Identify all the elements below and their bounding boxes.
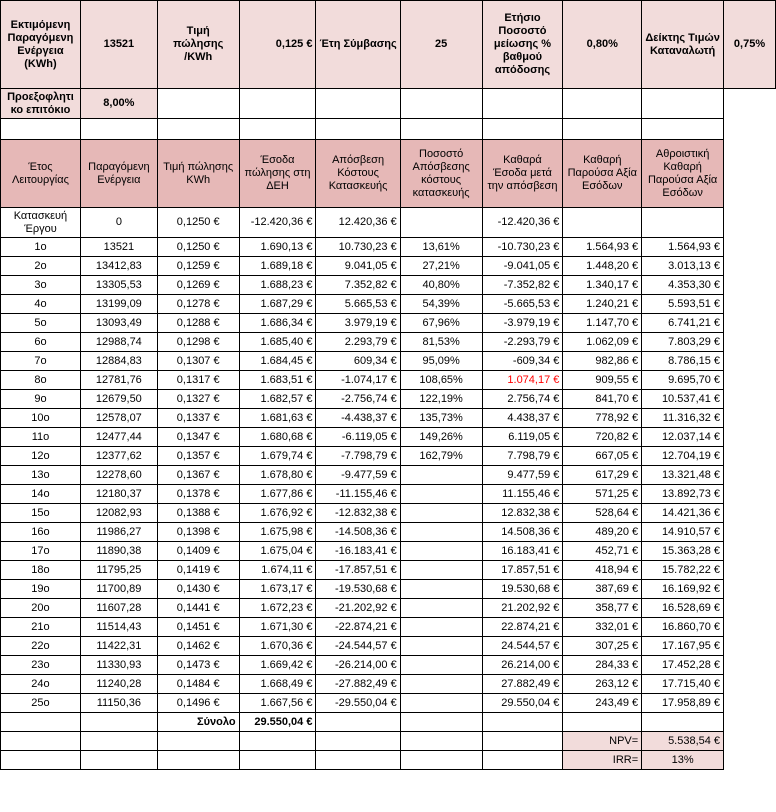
cell-energy[interactable]: 11700,89 <box>80 580 157 599</box>
cell-depreciation[interactable]: -12.832,38 € <box>316 504 400 523</box>
cell-net-income[interactable]: 27.882,49 € <box>482 675 563 694</box>
cell-year[interactable]: 7ο <box>1 352 81 371</box>
cell-depreciation-percent[interactable] <box>400 694 482 713</box>
cell-depreciation[interactable]: -22.874,21 € <box>316 618 400 637</box>
cell-year[interactable]: 12ο <box>1 447 81 466</box>
cell-depreciation[interactable]: -19.530,68 € <box>316 580 400 599</box>
cell-npv[interactable]: 1.147,70 € <box>563 314 642 333</box>
cell-energy[interactable]: 13412,83 <box>80 257 157 276</box>
cell-cumulative-npv[interactable]: 13.321,48 € <box>642 466 724 485</box>
cell-npv[interactable]: 909,55 € <box>563 371 642 390</box>
cell-year[interactable]: 11ο <box>1 428 81 447</box>
cell-net-income[interactable]: 9.477,59 € <box>482 466 563 485</box>
cell-net-income[interactable]: -609,34 € <box>482 352 563 371</box>
cell-cumulative-npv[interactable]: 12.037,14 € <box>642 428 724 447</box>
cell-year[interactable]: 24ο <box>1 675 81 694</box>
cell-energy[interactable]: 12082,93 <box>80 504 157 523</box>
cell-revenue[interactable]: 1.681,63 € <box>239 409 316 428</box>
cell-depreciation[interactable]: -2.756,74 € <box>316 390 400 409</box>
cell-year[interactable]: 17ο <box>1 542 81 561</box>
cell-revenue[interactable]: 1.688,23 € <box>239 276 316 295</box>
cell-depreciation-percent[interactable]: 108,65% <box>400 371 482 390</box>
table-row <box>1 523 776 542</box>
cell-npv[interactable]: 1.240,21 € <box>563 295 642 314</box>
cell-npv[interactable]: 982,86 € <box>563 352 642 371</box>
cell-energy[interactable]: 11795,25 <box>80 561 157 580</box>
cell-year[interactable]: 2ο <box>1 257 81 276</box>
table-row <box>1 485 776 504</box>
cell-revenue[interactable]: 1.673,17 € <box>239 580 316 599</box>
cell-depreciation[interactable]: 7.352,82 € <box>316 276 400 295</box>
cell-price[interactable]: 0,1398 € <box>157 523 239 542</box>
cell-energy[interactable]: 13521 <box>80 238 157 257</box>
cell-depreciation[interactable]: -7.798,79 € <box>316 447 400 466</box>
cell-cumulative-npv[interactable]: 17.167,95 € <box>642 637 724 656</box>
cell-price[interactable]: 0,1298 € <box>157 333 239 352</box>
cell-cumulative-npv[interactable]: 17.715,40 € <box>642 675 724 694</box>
cell-npv[interactable]: 841,70 € <box>563 390 642 409</box>
cell-depreciation[interactable]: 5.665,53 € <box>316 295 400 314</box>
cell-depreciation-percent[interactable]: 67,96% <box>400 314 482 333</box>
cell-npv[interactable]: 489,20 € <box>563 523 642 542</box>
cell-energy[interactable]: 13093,49 <box>80 314 157 333</box>
cell-revenue[interactable]: 1.679,74 € <box>239 447 316 466</box>
cell-net-income[interactable]: -2.293,79 € <box>482 333 563 352</box>
cell-year[interactable]: Κατασκευή Έργου <box>1 208 81 238</box>
cell-year[interactable]: 14ο <box>1 485 81 504</box>
cell-energy[interactable]: 11890,38 <box>80 542 157 561</box>
table-row <box>1 371 776 390</box>
cell-depreciation-percent[interactable] <box>400 466 482 485</box>
cell-cumulative-npv[interactable]: 14.910,57 € <box>642 523 724 542</box>
cell-depreciation[interactable]: -14.508,36 € <box>316 523 400 542</box>
cell-cumulative-npv[interactable]: 8.786,15 € <box>642 352 724 371</box>
table-row <box>1 257 776 276</box>
cell-depreciation-percent[interactable] <box>400 485 482 504</box>
cell-price[interactable]: 0,1250 € <box>157 238 239 257</box>
cell-year[interactable]: 10ο <box>1 409 81 428</box>
cell-depreciation-percent[interactable] <box>400 504 482 523</box>
cell-npv[interactable]: 1.340,17 € <box>563 276 642 295</box>
cell-npv[interactable]: 528,64 € <box>563 504 642 523</box>
cell-cumulative-npv[interactable]: 6.741,21 € <box>642 314 724 333</box>
cell-depreciation-percent[interactable]: 54,39% <box>400 295 482 314</box>
cell-cumulative-npv[interactable] <box>642 208 724 238</box>
cell-cumulative-npv[interactable]: 16.528,69 € <box>642 599 724 618</box>
cell-energy[interactable]: 11514,43 <box>80 618 157 637</box>
price-value[interactable]: 0,125 € <box>239 1 316 89</box>
header-npv: Καθαρή Παρούσα Αξία Εσόδων <box>563 140 642 208</box>
cell-price[interactable]: 0,1307 € <box>157 352 239 371</box>
cell-year[interactable]: 3ο <box>1 276 81 295</box>
cell-net-income[interactable]: -10.730,23 € <box>482 238 563 257</box>
header-year: Έτος Λειτουργίας <box>1 140 81 208</box>
cell-energy[interactable]: 12477,44 <box>80 428 157 447</box>
parameters-row <box>1 1 776 89</box>
cell-year[interactable]: 15ο <box>1 504 81 523</box>
cell-net-income[interactable]: 16.183,41 € <box>482 542 563 561</box>
energy-label: Εκτιμόμενη Παραγόμενη Ενέργεια (KWh) <box>1 1 81 89</box>
cell-depreciation-percent[interactable]: 81,53% <box>400 333 482 352</box>
price-label: Τιμή πώλησης /KWh <box>157 1 239 89</box>
cell-net-income[interactable]: -5.665,53 € <box>482 295 563 314</box>
cell-revenue[interactable]: 1.675,04 € <box>239 542 316 561</box>
cell-price[interactable]: 0,1388 € <box>157 504 239 523</box>
blank-row <box>1 119 776 140</box>
table-row <box>1 208 776 238</box>
discount-row <box>1 89 776 119</box>
cell-depreciation-percent[interactable] <box>400 637 482 656</box>
cell-price[interactable]: 0,1269 € <box>157 276 239 295</box>
cell-energy[interactable]: 12278,60 <box>80 466 157 485</box>
cell-year[interactable]: 25ο <box>1 694 81 713</box>
total-row <box>1 713 776 732</box>
cell-cumulative-npv[interactable]: 11.316,32 € <box>642 409 724 428</box>
table-row <box>1 295 776 314</box>
cell-npv[interactable]: 778,92 € <box>563 409 642 428</box>
cell-price[interactable]: 0,1409 € <box>157 542 239 561</box>
cell-npv[interactable]: 358,77 € <box>563 599 642 618</box>
cell-cumulative-npv[interactable]: 1.564,93 € <box>642 238 724 257</box>
cell-depreciation[interactable]: 3.979,19 € <box>316 314 400 333</box>
cell-depreciation-percent[interactable] <box>400 580 482 599</box>
cell-year[interactable]: 19ο <box>1 580 81 599</box>
header-depreciation: Απόσβεση Κόστους Κατασκευής <box>316 140 400 208</box>
cell-energy[interactable]: 11422,31 <box>80 637 157 656</box>
cell-npv[interactable]: 332,01 € <box>563 618 642 637</box>
cell-depreciation[interactable]: -29.550,04 € <box>316 694 400 713</box>
npv-label[interactable]: NPV= <box>563 732 642 751</box>
irr-value[interactable]: 13% <box>642 751 724 770</box>
cell-npv[interactable]: 284,33 € <box>563 656 642 675</box>
cell-revenue[interactable]: 1.678,80 € <box>239 466 316 485</box>
cell-price[interactable]: 0,1419 € <box>157 561 239 580</box>
cell-net-income[interactable]: 24.544,57 € <box>482 637 563 656</box>
cell-energy[interactable]: 12988,74 <box>80 333 157 352</box>
cell-energy[interactable]: 12180,37 <box>80 485 157 504</box>
cell-revenue[interactable]: 1.685,40 € <box>239 333 316 352</box>
cell-revenue[interactable]: 1.684,45 € <box>239 352 316 371</box>
cell-energy[interactable]: 13305,53 <box>80 276 157 295</box>
cell-energy[interactable]: 11150,36 <box>80 694 157 713</box>
cell-revenue[interactable]: 1.683,51 € <box>239 371 316 390</box>
contract-label: Έτη Σύμβασης <box>316 1 400 89</box>
table-row <box>1 637 776 656</box>
cell-depreciation-percent[interactable] <box>400 523 482 542</box>
cell-revenue[interactable]: 1.671,30 € <box>239 618 316 637</box>
cell-year[interactable]: 13ο <box>1 466 81 485</box>
cell-revenue[interactable]: 1.676,92 € <box>239 504 316 523</box>
cell-year[interactable]: 21ο <box>1 618 81 637</box>
cell-net-income[interactable]: -3.979,19 € <box>482 314 563 333</box>
cell-cumulative-npv[interactable]: 10.537,41 € <box>642 390 724 409</box>
cell-net-income[interactable]: 19.530,68 € <box>482 580 563 599</box>
cell-year[interactable]: 20ο <box>1 599 81 618</box>
cell-npv[interactable]: 1.564,93 € <box>563 238 642 257</box>
cell-npv[interactable]: 243,49 € <box>563 694 642 713</box>
cell-net-income[interactable]: 17.857,51 € <box>482 561 563 580</box>
cell-depreciation-percent[interactable]: 13,61% <box>400 238 482 257</box>
header-energy: Παραγόμενη Ενέργεια <box>80 140 157 208</box>
cell-price[interactable]: 0,1441 € <box>157 599 239 618</box>
cell-cumulative-npv[interactable]: 13.892,73 € <box>642 485 724 504</box>
cell-price[interactable]: 0,1278 € <box>157 295 239 314</box>
header-depreciation-percent: Ποσοστό Απόσβεσης κόστους κατασκευής <box>400 140 482 208</box>
cell-cumulative-npv[interactable]: 17.958,89 € <box>642 694 724 713</box>
cell-depreciation-percent[interactable]: 95,09% <box>400 352 482 371</box>
cell-energy[interactable]: 12781,76 <box>80 371 157 390</box>
cell-year[interactable]: 5ο <box>1 314 81 333</box>
cell-depreciation[interactable]: -1.074,17 € <box>316 371 400 390</box>
cell-net-income[interactable]: -9.041,05 € <box>482 257 563 276</box>
table-row <box>1 333 776 352</box>
cell-revenue[interactable]: 1.690,13 € <box>239 238 316 257</box>
cell-net-income[interactable]: 7.798,79 € <box>482 447 563 466</box>
cell-npv[interactable]: 1.062,09 € <box>563 333 642 352</box>
cell-net-income[interactable]: -12.420,36 € <box>482 208 563 238</box>
cell-net-income[interactable]: 22.874,21 € <box>482 618 563 637</box>
cell-depreciation[interactable]: -17.857,51 € <box>316 561 400 580</box>
cell-depreciation-percent[interactable]: 27,21% <box>400 257 482 276</box>
cell-energy[interactable]: 11240,28 <box>80 675 157 694</box>
cell-net-income[interactable]: 14.508,36 € <box>482 523 563 542</box>
cell-depreciation[interactable]: -16.183,41 € <box>316 542 400 561</box>
cell-cumulative-npv[interactable]: 7.803,29 € <box>642 333 724 352</box>
cell-energy[interactable]: 11330,93 <box>80 656 157 675</box>
table-row <box>1 447 776 466</box>
cell-price[interactable]: 0,1288 € <box>157 314 239 333</box>
cell-price[interactable]: 0,1327 € <box>157 390 239 409</box>
cell-npv[interactable]: 263,12 € <box>563 675 642 694</box>
cell-revenue[interactable]: 1.680,68 € <box>239 428 316 447</box>
table-row <box>1 352 776 371</box>
cell-price[interactable]: 0,1451 € <box>157 618 239 637</box>
cell-npv[interactable]: 387,69 € <box>563 580 642 599</box>
cell-energy[interactable]: 11986,27 <box>80 523 157 542</box>
cell-net-income[interactable]: 1.074,17 € <box>482 371 563 390</box>
cell-energy[interactable]: 12884,83 <box>80 352 157 371</box>
cell-year[interactable]: 6ο <box>1 333 81 352</box>
cell-price[interactable]: 0,1378 € <box>157 485 239 504</box>
cell-depreciation[interactable]: 9.041,05 € <box>316 257 400 276</box>
table-row <box>1 618 776 637</box>
total-value[interactable]: 29.550,04 € <box>239 713 316 732</box>
cell-year[interactable]: 22ο <box>1 637 81 656</box>
cell-depreciation[interactable]: -11.155,46 € <box>316 485 400 504</box>
table-row <box>1 466 776 485</box>
contract-value[interactable]: 25 <box>400 1 482 89</box>
cell-npv[interactable]: 571,25 € <box>563 485 642 504</box>
cell-depreciation-percent[interactable] <box>400 561 482 580</box>
cell-revenue[interactable]: 1.668,49 € <box>239 675 316 694</box>
table-row <box>1 390 776 409</box>
cell-price[interactable]: 0,1357 € <box>157 447 239 466</box>
cell-net-income[interactable]: 6.119,05 € <box>482 428 563 447</box>
cell-cumulative-npv[interactable]: 9.695,70 € <box>642 371 724 390</box>
header-revenue: Έσοδα πώλησης στη ΔΕΗ <box>239 140 316 208</box>
cell-npv[interactable]: 720,82 € <box>563 428 642 447</box>
cell-depreciation-percent[interactable]: 162,79% <box>400 447 482 466</box>
cell-cumulative-npv[interactable]: 12.704,19 € <box>642 447 724 466</box>
cell-price[interactable]: 0,1317 € <box>157 371 239 390</box>
cell-revenue[interactable]: 1.670,36 € <box>239 637 316 656</box>
cell-revenue[interactable]: 1.675,98 € <box>239 523 316 542</box>
cell-price[interactable]: 0,1250 € <box>157 208 239 238</box>
table-row <box>1 314 776 333</box>
discount-label: Προεξοφλητι κο επιτόκιο <box>1 89 81 119</box>
cell-net-income[interactable]: 4.438,37 € <box>482 409 563 428</box>
table-row <box>1 409 776 428</box>
table-row <box>1 428 776 447</box>
table-row <box>1 561 776 580</box>
cell-year[interactable]: 9ο <box>1 390 81 409</box>
cell-year[interactable]: 23ο <box>1 656 81 675</box>
irr-row <box>1 751 776 770</box>
cell-price[interactable]: 0,1259 € <box>157 257 239 276</box>
energy-value[interactable]: 13521 <box>80 1 157 89</box>
cell-net-income[interactable]: 2.756,74 € <box>482 390 563 409</box>
table-row <box>1 276 776 295</box>
cell-revenue[interactable]: 1.677,86 € <box>239 485 316 504</box>
discount-value[interactable]: 8,00% <box>80 89 157 119</box>
cell-year[interactable]: 4ο <box>1 295 81 314</box>
header-cumulative-npv: Αθροιστική Καθαρή Παρούσα Αξία Εσόδων <box>642 140 724 208</box>
cell-depreciation-percent[interactable] <box>400 208 482 238</box>
cell-net-income[interactable]: 21.202,92 € <box>482 599 563 618</box>
cell-cumulative-npv[interactable]: 15.363,28 € <box>642 542 724 561</box>
cpi-label: Δείκτης Τιμών Καταναλωτή <box>642 1 724 89</box>
cell-net-income[interactable]: 12.832,38 € <box>482 504 563 523</box>
cell-depreciation[interactable]: 10.730,23 € <box>316 238 400 257</box>
cell-revenue[interactable]: 1.672,23 € <box>239 599 316 618</box>
cell-price[interactable]: 0,1462 € <box>157 637 239 656</box>
cell-revenue[interactable]: 1.667,56 € <box>239 694 316 713</box>
cell-cumulative-npv[interactable]: 4.353,30 € <box>642 276 724 295</box>
cell-price[interactable]: 0,1337 € <box>157 409 239 428</box>
table-row <box>1 542 776 561</box>
cell-depreciation[interactable]: -4.438,37 € <box>316 409 400 428</box>
cell-depreciation[interactable]: 12.420,36 € <box>316 208 400 238</box>
cell-revenue[interactable]: 1.687,29 € <box>239 295 316 314</box>
cell-net-income[interactable]: 29.550,04 € <box>482 694 563 713</box>
cell-revenue[interactable]: -12.420,36 € <box>239 208 316 238</box>
cell-energy[interactable]: 12377,62 <box>80 447 157 466</box>
cell-net-income[interactable]: 11.155,46 € <box>482 485 563 504</box>
cell-npv[interactable]: 452,71 € <box>563 542 642 561</box>
cell-depreciation-percent[interactable] <box>400 618 482 637</box>
cell-depreciation[interactable]: -21.202,92 € <box>316 599 400 618</box>
cell-cumulative-npv[interactable]: 3.013,13 € <box>642 257 724 276</box>
cell-depreciation[interactable]: -27.882,49 € <box>316 675 400 694</box>
cell-cumulative-npv[interactable]: 17.452,28 € <box>642 656 724 675</box>
cell-cumulative-npv[interactable]: 16.169,92 € <box>642 580 724 599</box>
cell-year[interactable]: 1ο <box>1 238 81 257</box>
cell-net-income[interactable]: -7.352,82 € <box>482 276 563 295</box>
cell-price[interactable]: 0,1430 € <box>157 580 239 599</box>
cell-depreciation[interactable]: -6.119,05 € <box>316 428 400 447</box>
cell-cumulative-npv[interactable]: 5.593,51 € <box>642 295 724 314</box>
npv-row <box>1 732 776 751</box>
cell-energy[interactable]: 0 <box>80 208 157 238</box>
cell-energy[interactable]: 12679,50 <box>80 390 157 409</box>
cell-depreciation[interactable]: -9.477,59 € <box>316 466 400 485</box>
cell-npv[interactable]: 667,05 € <box>563 447 642 466</box>
cell-price[interactable]: 0,1473 € <box>157 656 239 675</box>
cell-npv[interactable]: 1.448,20 € <box>563 257 642 276</box>
cell-price[interactable]: 0,1484 € <box>157 675 239 694</box>
cell-depreciation-percent[interactable] <box>400 656 482 675</box>
cell-depreciation-percent[interactable]: 149,26% <box>400 428 482 447</box>
cell-npv[interactable]: 617,29 € <box>563 466 642 485</box>
cell-npv[interactable]: 307,25 € <box>563 637 642 656</box>
irr-label[interactable]: IRR= <box>563 751 642 770</box>
cell-year[interactable]: 18ο <box>1 561 81 580</box>
cell-year[interactable]: 16ο <box>1 523 81 542</box>
cell-npv[interactable] <box>563 208 642 238</box>
cell-depreciation[interactable]: 2.293,79 € <box>316 333 400 352</box>
cell-cumulative-npv[interactable]: 15.782,22 € <box>642 561 724 580</box>
cell-energy[interactable]: 12578,07 <box>80 409 157 428</box>
cell-net-income[interactable]: 26.214,00 € <box>482 656 563 675</box>
cell-depreciation[interactable]: -24.544,57 € <box>316 637 400 656</box>
cell-energy[interactable]: 11607,28 <box>80 599 157 618</box>
cell-depreciation-percent[interactable]: 135,73% <box>400 409 482 428</box>
cell-revenue[interactable]: 1.669,42 € <box>239 656 316 675</box>
degradation-value[interactable]: 0,80% <box>563 1 642 89</box>
cell-depreciation[interactable]: 609,34 € <box>316 352 400 371</box>
cell-depreciation-percent[interactable] <box>400 542 482 561</box>
table-row <box>1 504 776 523</box>
header-net-income: Καθαρά Έσοδα μετά την απόσβεση <box>482 140 563 208</box>
table-row <box>1 656 776 675</box>
cell-price[interactable]: 0,1496 € <box>157 694 239 713</box>
header-row <box>1 140 776 208</box>
table-row <box>1 580 776 599</box>
degradation-label: Ετήσιο Ποσοστό μείωσης % βαθμού απόδοσης <box>482 1 563 89</box>
cell-revenue[interactable]: 1.682,57 € <box>239 390 316 409</box>
cell-year[interactable]: 8ο <box>1 371 81 390</box>
table-row <box>1 675 776 694</box>
total-label[interactable]: Σύνολο <box>157 713 239 732</box>
table-row <box>1 694 776 713</box>
cell-revenue[interactable]: 1.689,18 € <box>239 257 316 276</box>
cell-cumulative-npv[interactable]: 16.860,70 € <box>642 618 724 637</box>
cell-revenue[interactable]: 1.674,11 € <box>239 561 316 580</box>
cell-depreciation-percent[interactable]: 40,80% <box>400 276 482 295</box>
header-price: Τιμή πώλησης KWh <box>157 140 239 208</box>
cell-revenue[interactable]: 1.686,34 € <box>239 314 316 333</box>
table-row <box>1 238 776 257</box>
cell-price[interactable]: 0,1367 € <box>157 466 239 485</box>
npv-value[interactable]: 5.538,54 € <box>642 732 724 751</box>
cell-energy[interactable]: 13199,09 <box>80 295 157 314</box>
table-row <box>1 599 776 618</box>
cell-depreciation[interactable]: -26.214,00 € <box>316 656 400 675</box>
cell-depreciation-percent[interactable] <box>400 599 482 618</box>
cell-cumulative-npv[interactable]: 14.421,36 € <box>642 504 724 523</box>
cell-price[interactable]: 0,1347 € <box>157 428 239 447</box>
cell-depreciation-percent[interactable] <box>400 675 482 694</box>
cell-npv[interactable]: 418,94 € <box>563 561 642 580</box>
cpi-value[interactable]: 0,75% <box>724 1 776 89</box>
cell-depreciation-percent[interactable]: 122,19% <box>400 390 482 409</box>
